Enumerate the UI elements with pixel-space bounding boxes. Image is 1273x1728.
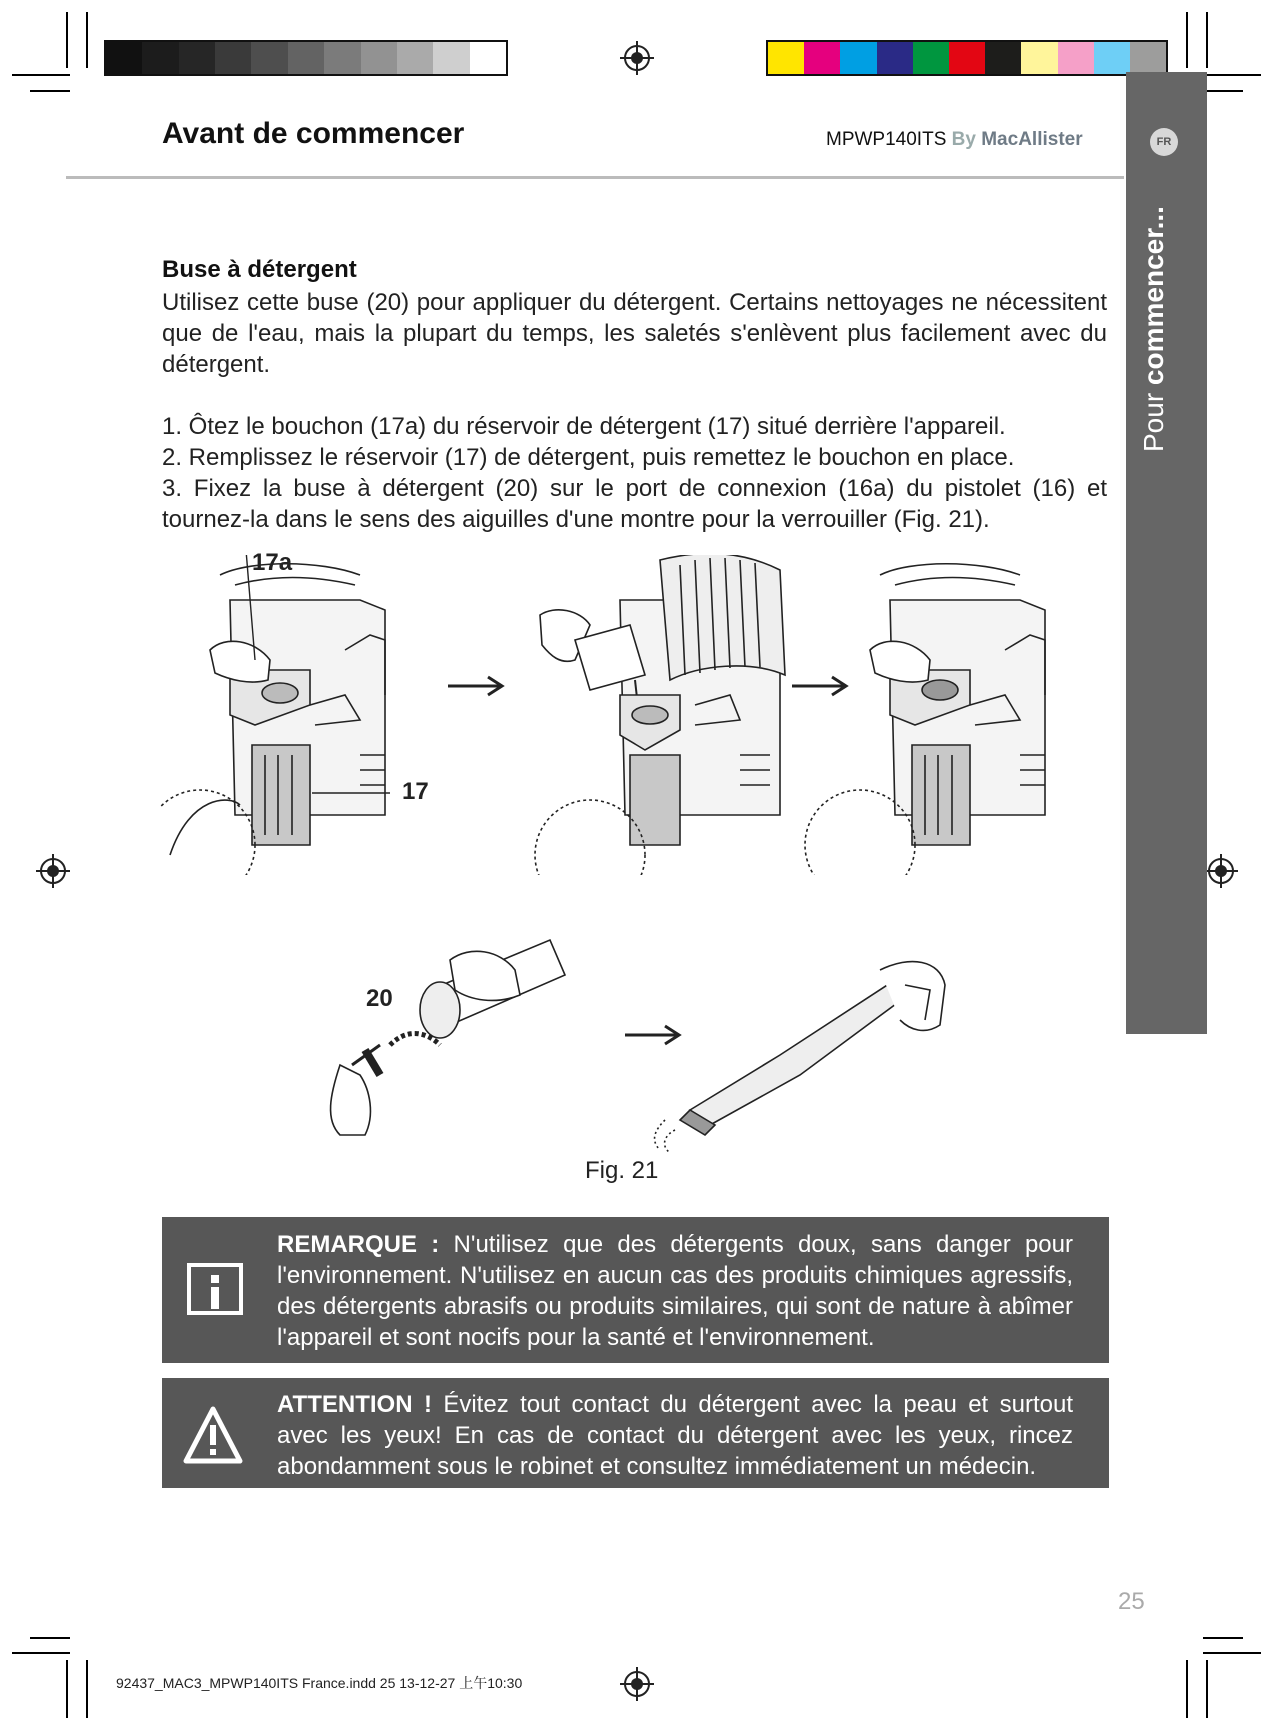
arrow-icon xyxy=(625,1026,679,1044)
color-swatch xyxy=(913,42,949,74)
crop-mark xyxy=(1206,12,1208,68)
color-swatch xyxy=(804,42,840,74)
crop-mark xyxy=(12,1652,70,1654)
crop-mark xyxy=(30,90,70,92)
callout-20: 20 xyxy=(366,985,393,1012)
registration-mark xyxy=(1208,858,1234,884)
figure-caption: Fig. 21 xyxy=(585,1157,659,1184)
side-tab-label-light: Pour xyxy=(1138,385,1169,452)
crop-mark xyxy=(1203,90,1243,92)
info-icon xyxy=(187,1263,243,1315)
illustration-close-cap xyxy=(805,564,1045,875)
registration-mark xyxy=(40,858,66,884)
header-rule xyxy=(66,176,1124,179)
footer-slug: 92437_MAC3_MPWP140ITS France.indd 25 13-12-27 上午10:30 xyxy=(116,1675,523,1691)
language-badge: FR xyxy=(1150,128,1178,156)
crop-mark xyxy=(12,74,70,76)
registration-mark xyxy=(624,45,650,71)
crop-mark xyxy=(1203,74,1261,76)
note-box xyxy=(162,1217,1109,1363)
brand-logo: MacAllister xyxy=(981,129,1083,150)
warning-label: ATTENTION ! xyxy=(277,1391,432,1418)
side-tab-label-bold: commencer... xyxy=(1138,206,1169,386)
page-title: Avant de commencer xyxy=(162,117,465,150)
illustration-attach-nozzle xyxy=(331,940,565,1135)
callout-17: 17 xyxy=(402,778,429,805)
crop-mark xyxy=(66,1660,68,1718)
brand-by: By xyxy=(951,129,976,150)
note-text xyxy=(277,1229,1073,1353)
color-swatch xyxy=(985,42,1021,74)
crop-mark xyxy=(30,1637,70,1639)
illustration-fill-tank xyxy=(535,555,785,875)
arrow-icon xyxy=(448,677,502,695)
section-title: Buse à détergent xyxy=(162,256,357,283)
model-label xyxy=(826,129,1083,151)
crop-mark xyxy=(66,12,68,68)
note-body: N'utilisez que des détergents doux, sans danger pour l'environnement. N'utilisez en aucun cas des produits chimiques agressifs, des détergents abrasifs ou produits similaires, qui sont de nature à abîmer l'appareil et sont nocifs pour la santé et l'environnement. xyxy=(277,1231,1073,1351)
step-item: 2. Remplissez le réservoir (17) de détergent, puis remettez le bouchon en place. xyxy=(162,444,1015,471)
crop-mark xyxy=(86,1660,88,1718)
step-item: 1. Ôtez le bouchon (17a) du réservoir de détergent (17) situé derrière l'appareil. xyxy=(162,413,1006,440)
crop-mark xyxy=(1186,12,1188,68)
step-item: 3. Fixez la buse à détergent (20) sur le port de connexion (16a) du pistolet (16) et tournez-la dans le sens des aiguilles d'une montre pour la verrouiller (Fig. 21). xyxy=(162,475,1107,533)
color-swatch xyxy=(1021,42,1057,74)
greyscale-bar xyxy=(104,40,508,76)
crop-mark xyxy=(86,12,88,68)
color-bar xyxy=(766,40,1168,76)
color-swatch xyxy=(1058,42,1094,74)
warning-body: Évitez tout contact du détergent avec la peau et surtout avec les yeux! En cas de contact du détergent avec les yeux, rincez abondamment sous le robinet et consultez immédiatement un médecin. xyxy=(277,1391,1073,1480)
model-number: MPWP140ITS xyxy=(826,129,947,150)
page-number: 25 xyxy=(1118,1588,1145,1615)
crop-mark xyxy=(1206,1660,1208,1718)
color-swatch xyxy=(1130,42,1166,74)
crop-mark xyxy=(1203,1652,1261,1654)
color-swatch xyxy=(949,42,985,74)
illustration-spray-gun xyxy=(655,962,945,1153)
warning-triangle-icon xyxy=(182,1405,244,1465)
callout-17a: 17a xyxy=(252,549,293,576)
arrow-icon xyxy=(792,677,846,695)
illustration-open-cap xyxy=(160,555,385,875)
crop-mark xyxy=(1186,1660,1188,1718)
figure-illustration-row1 xyxy=(160,555,1100,875)
crop-mark xyxy=(1203,1637,1243,1639)
color-swatch xyxy=(1094,42,1130,74)
intro-paragraph: Utilisez cette buse (20) pour appliquer du détergent. Certains nettoyages ne nécessitent que de l'eau, mais la plupart du temps, les saletés s'enlèvent plus facilement avec du détergent. xyxy=(162,289,1107,378)
registration-mark xyxy=(624,1671,650,1697)
color-swatch xyxy=(768,42,804,74)
side-tab-label xyxy=(1138,206,1170,452)
color-swatch xyxy=(840,42,876,74)
figure-illustration-row2 xyxy=(320,935,960,1155)
warning-box xyxy=(162,1378,1109,1488)
color-swatch xyxy=(877,42,913,74)
note-label: REMARQUE : xyxy=(277,1231,440,1258)
warning-text xyxy=(277,1389,1073,1482)
